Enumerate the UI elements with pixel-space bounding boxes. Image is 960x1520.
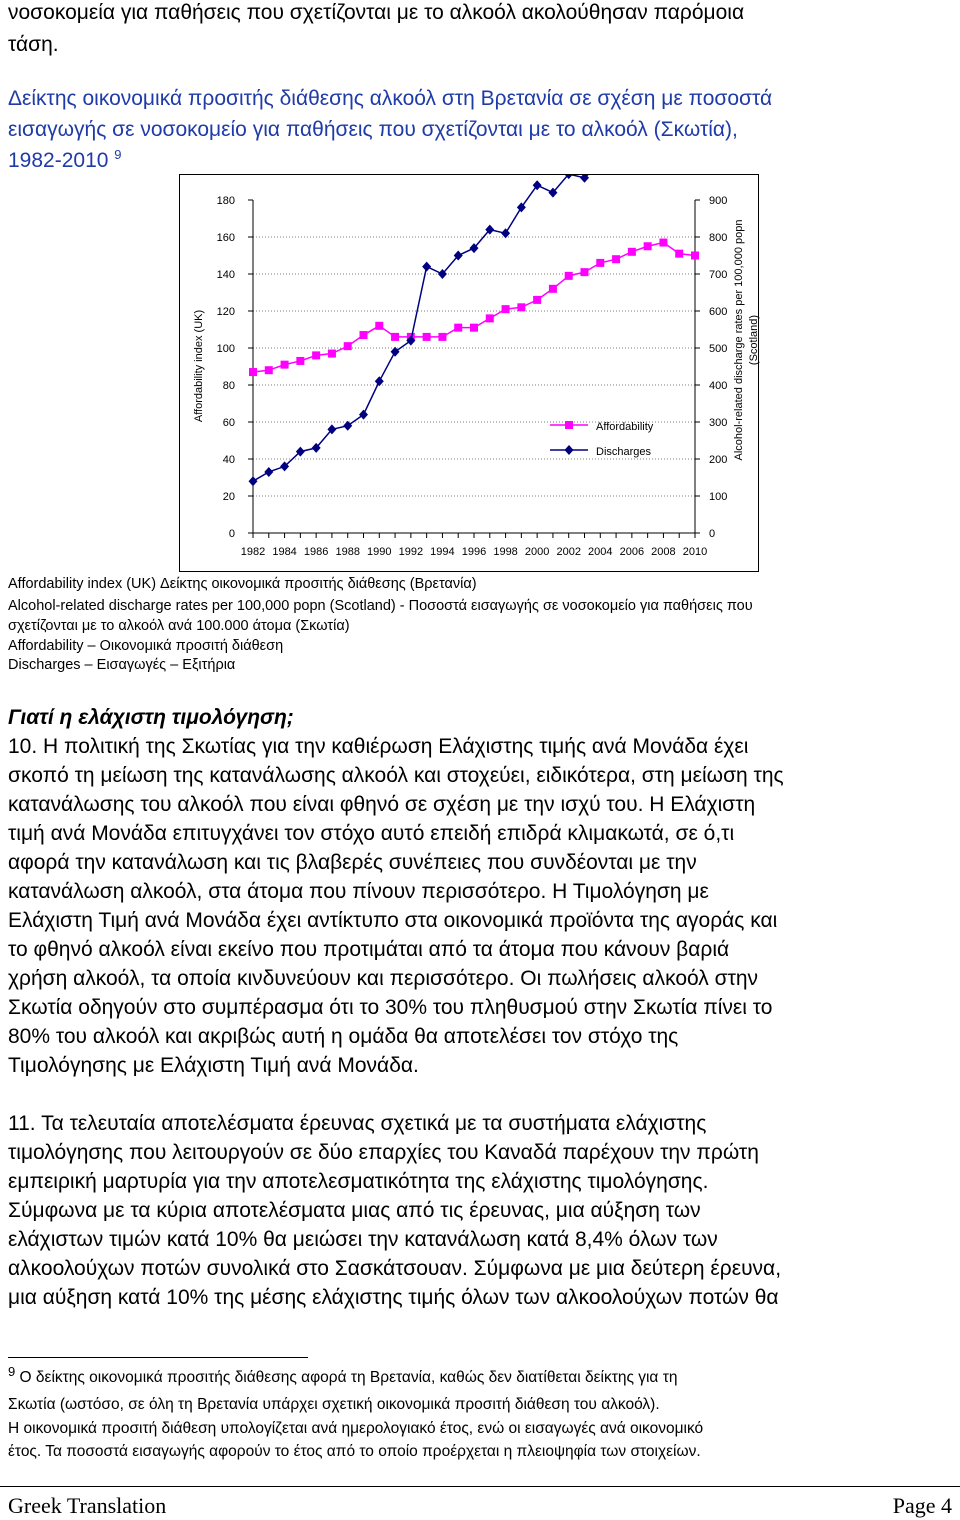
footnote-ref: 9	[114, 147, 122, 162]
paragraph-11-line: εμπειρική μαρτυρία για την αποτελεσματικότητα της ελάχιστης τιμολόγησης.	[8, 1170, 709, 1193]
left-tick-label: 0	[228, 528, 235, 540]
paragraph-11-line: 11. Τα τελευταία αποτελέσματα έρευνας σχετικά με τα συστήματα ελάχιστης	[8, 1112, 707, 1135]
affordability-point	[470, 324, 478, 332]
right-tick-label: 400	[709, 380, 728, 392]
legend-marker-discharges	[565, 445, 574, 455]
x-tick-label: 2006	[619, 546, 645, 558]
x-tick-label: 2004	[588, 546, 613, 558]
affordability-point	[423, 333, 431, 341]
legend-explanation-4: Affordability – Οικονομικά προσιτή διάθεση	[8, 638, 284, 654]
intro-line-1: νοσοκομεία για παθήσεις που σχετίζονται με το αλκοόλ ακολούθησαν παρόμοια	[8, 1, 745, 24]
paragraph-10-line: Τιμολόγησης με Ελάχιστη Τιμή ανά Μονάδα.	[8, 1054, 419, 1077]
discharges-point	[249, 476, 258, 486]
affordability-point	[565, 272, 573, 280]
paragraph-10-line: αφορά την κατανάλωση και τις βλαβερές συνέπειες που συνδέονται με την	[8, 851, 697, 874]
right-tick-label: 200	[709, 454, 728, 466]
left-tick-label: 100	[216, 343, 235, 355]
right-tick-label: 600	[709, 306, 728, 318]
legend-explanation-5: Discharges – Εισαγωγές – Εξιτήρια	[8, 657, 236, 673]
paragraph-11-line: μια αύξηση κατά 10% της μέσης ελάχιστης τιμής όλων των αλκοολούχων ποτών θα	[8, 1286, 779, 1309]
figure-title-line-3	[8, 149, 122, 173]
legend-marker-affordability	[565, 421, 573, 429]
footer-left-text: Greek Translation	[8, 1493, 167, 1518]
affordability-point	[360, 331, 368, 339]
x-tick-label: 1994	[430, 546, 455, 558]
affordability-point	[502, 305, 510, 313]
affordability-point	[312, 351, 320, 359]
left-tick-label: 60	[222, 417, 235, 429]
affordability-point	[281, 361, 289, 369]
affordability-point	[296, 357, 304, 365]
paragraph-11-line: αλκοολούχων ποτών συνολικά στο Σασκάτσουαν. Σύμφωνα με μια δεύτερη έρευνα,	[8, 1257, 782, 1280]
left-axis-title: Affordability index (UK)	[193, 309, 205, 423]
footnote-line-1	[8, 1363, 678, 1389]
right-tick-label: 700	[709, 269, 728, 281]
x-tick-label: 1998	[493, 546, 518, 558]
left-tick-label: 120	[216, 306, 235, 318]
x-tick-label: 1992	[398, 546, 424, 558]
footnote-line-4: έτος. Τα ποσοστά εισαγωγής αφορούν το έτος από το οποίο προέρχεται η πλειοψηφία των στοιχείων.	[8, 1443, 701, 1460]
right-tick-label: 900	[709, 195, 728, 207]
x-tick-label: 2002	[556, 546, 581, 558]
left-tick-label: 180	[216, 195, 235, 207]
right-axis-title-line-2: (Scotland)	[748, 314, 760, 366]
affordability-point	[581, 268, 589, 276]
left-tick-label: 160	[216, 232, 235, 244]
x-tick-label: 2008	[651, 546, 676, 558]
figure-title-line-2: εισαγωγής σε νοσοκομείο για παθήσεις που σχετίζονται με το αλκοόλ (Σκωτία),	[8, 118, 738, 141]
paragraph-10-line: κατανάλωση αλκοόλ, στα άτομα που πίνουν περισσότερο. Η Τιμολόγηση με	[8, 880, 709, 903]
paragraph-10-line: τιμή ανά Μονάδα επιτυγχάνει τον στόχο αυτό επειδή επιδρά κλιμακωτά, σε ό,τι	[8, 822, 735, 845]
paragraph-11-line: τιμολόγησης που λειτουργούν σε δύο επαρχίες του Καναδά παρέχουν την πρώτη	[8, 1141, 759, 1164]
affordability-point	[486, 314, 494, 322]
affordability-point	[691, 252, 699, 260]
left-tick-label: 40	[222, 454, 235, 466]
section-heading: Γιατί η ελάχιστη τιμολόγηση;	[8, 706, 294, 729]
intro-line-2: τάση.	[8, 33, 59, 56]
x-tick-label: 2000	[524, 546, 550, 558]
affordability-point	[675, 250, 683, 258]
discharges-point	[580, 175, 589, 183]
paragraph-10-line: Ελάχιστη Τιμή ανά Μονάδα έχει αντίκτυπο στα οικονομικά προϊόντα της αγοράς και	[8, 909, 778, 932]
affordability-point	[533, 296, 541, 304]
affordability-point	[265, 366, 273, 374]
x-tick-label: 1986	[303, 546, 329, 558]
legend-explanation-2: Alcohol-related discharge rates per 100,000 popn (Scotland) - Ποσοστά εισαγωγής σε νοσοκομείο για παθήσεις που	[8, 598, 753, 614]
footnote-text-1: Ο δείκτης οικονομικά προσιτής διάθεσης αφορά τη Βρετανία, καθώς δεν διατίθεται δείκτης για τη	[15, 1369, 678, 1386]
affordability-point	[454, 324, 462, 332]
x-tick-label: 1988	[335, 546, 360, 558]
chart-frame	[179, 174, 759, 572]
left-tick-label: 140	[216, 269, 235, 281]
paragraph-10-line: σκοπό τη μείωση της κατανάλωσης αλκοόλ και στοχεύει, ειδικότερα, στη μείωση της	[8, 764, 784, 787]
paragraph-10-line: το φθηνό αλκοόλ είναι εκείνο που προτιμάται από τα άτομα που κάνουν βαριά	[8, 938, 730, 961]
paragraph-11-line: ελάχιστων τιμών κατά 10% θα μειώσει την κατανάλωση κατά 8,4% όλων των	[8, 1228, 718, 1251]
paragraph-10-line: 10. Η πολιτική της Σκωτίας για την καθιέρωση Ελάχιστης τιμής ανά Μονάδα έχει	[8, 735, 749, 758]
legend-label-discharges: Discharges	[596, 446, 652, 458]
x-tick-label: 1984	[272, 546, 297, 558]
figure-title-years: 1982-2010	[8, 149, 109, 172]
paragraph-10-line: Σκωτία οδηγούν στο συμπέρασμα ότι το 30% του πληθυσμού στην Σκωτία πίνει το	[8, 996, 773, 1019]
affordability-point	[375, 322, 383, 330]
right-tick-label: 800	[709, 232, 728, 244]
affordability-point	[659, 239, 667, 247]
affordability-discharges-chart	[180, 175, 760, 573]
affordability-point	[644, 242, 652, 250]
discharges-point	[359, 410, 368, 420]
footer-page-number: Page 4	[892, 1493, 952, 1518]
affordability-point	[596, 259, 604, 267]
x-tick-label: 1990	[367, 546, 392, 558]
left-tick-label: 80	[222, 380, 235, 392]
discharges-point	[422, 262, 431, 272]
paragraph-11-line: Σύμφωνα με τα κύρια αποτελέσματα μιας από τις έρευνας, μια αύξηση των	[8, 1199, 701, 1222]
legend-label-affordability: Affordability	[596, 421, 654, 433]
affordability-point	[517, 303, 525, 311]
right-axis-title-line-1: Alcohol-related discharge rates per 100,000 popn	[733, 219, 745, 461]
legend-explanation-1: Affordability index (UK) Δείκτης οικονομικά προσιτής διάθεσης (Βρετανία)	[8, 576, 477, 592]
legend-explanation-3: σχετίζονται με το αλκοόλ ανά 100.000 άτομα (Σκωτία)	[8, 618, 350, 634]
right-tick-label: 500	[709, 343, 728, 355]
page-footer	[0, 1486, 960, 1520]
affordability-point	[628, 248, 636, 256]
affordability-point	[344, 342, 352, 350]
discharges-point	[343, 421, 352, 431]
footnote-line-3: Η οικονομικά προσιτή διάθεση υπολογίζεται ανά ημερολογιακό έτος, ενώ οι εισαγωγές ανά οικονομικό	[8, 1420, 704, 1437]
affordability-point	[612, 255, 620, 263]
footnote-number: 9	[8, 1363, 16, 1379]
figure-title-line-1: Δείκτης οικονομικά προσιτής διάθεσης αλκοόλ στη Βρετανία σε σχέση με ποσοστά	[8, 87, 773, 110]
discharges-point	[264, 467, 273, 477]
paragraph-10-line: κατανάλωσης του αλκοόλ που είναι φθηνό σε σχέση με την ισχύ του. Η Ελάχιστη	[8, 793, 756, 816]
affordability-point	[438, 333, 446, 341]
x-tick-label: 1996	[461, 546, 487, 558]
right-tick-label: 300	[709, 417, 728, 429]
x-tick-label: 1982	[240, 546, 266, 558]
affordability-point	[549, 285, 557, 293]
affordability-point	[391, 333, 399, 341]
affordability-point	[249, 368, 257, 376]
right-tick-label: 100	[709, 491, 728, 503]
x-tick-label: 2010	[682, 546, 708, 558]
right-tick-label: 0	[709, 528, 716, 540]
footnote-line-2: Σκωτία (ωστόσο, σε όλη τη Βρετανία υπάρχει σχετική οικονομικά προσιτή διάθεση του αλκοόλ).	[8, 1396, 660, 1413]
affordability-point	[328, 350, 336, 358]
paragraph-10-line: 80% του αλκοόλ και ακριβώς αυτή η ομάδα θα αποτελέσει τον στόχο της	[8, 1025, 679, 1048]
paragraph-10-line: χρήση αλκοόλ, τα οποία κινδυνεύουν και περισσότερο. Οι πωλήσεις αλκοόλ στην	[8, 967, 759, 990]
left-tick-label: 20	[222, 491, 235, 503]
footnote-separator	[8, 1357, 308, 1358]
